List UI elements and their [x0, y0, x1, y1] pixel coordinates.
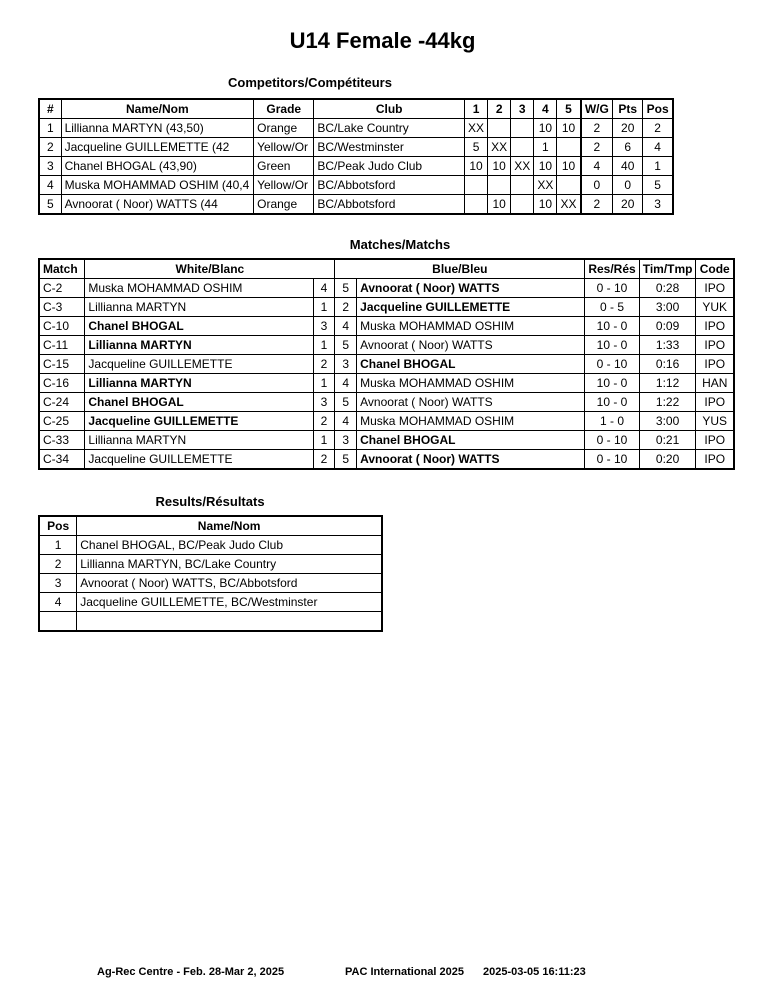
result-cell: 0 - 10: [585, 355, 639, 374]
blue-player-cell: Avnoorat ( Noor) WATTS: [357, 279, 585, 298]
white-player-cell: Muska MOHAMMAD OSHIM: [85, 279, 313, 298]
time-cell: 0:28: [639, 279, 696, 298]
matches-col-header: Blue/Bleu: [335, 259, 585, 279]
blue-number-cell: 3: [335, 431, 357, 450]
white-player-cell: Jacqueline GUILLEMETTE: [85, 450, 313, 470]
result-name-cell: Avnoorat ( Noor) WATTS, BC/Abbotsford: [77, 574, 382, 593]
white-player-cell: Lillianna MARTYN: [85, 374, 313, 393]
match-id-cell: C-34: [39, 450, 85, 470]
result-cell: 0 - 10: [585, 279, 639, 298]
white-number-cell: 4: [313, 279, 335, 298]
match-id-cell: C-24: [39, 393, 85, 412]
competitor-name-cell: Lillianna MARTYN (43,50): [61, 119, 254, 138]
blue-player-cell: Avnoorat ( Noor) WATTS: [357, 393, 585, 412]
competitor-pos-cell: 5: [643, 176, 673, 195]
competitor-club-cell: BC/Lake Country: [314, 119, 465, 138]
code-cell: YUK: [696, 298, 734, 317]
competitors-col-header: #: [39, 99, 61, 119]
matches-col-header: White/Blanc: [85, 259, 335, 279]
competitors-col-header: Club: [314, 99, 465, 119]
competitor-num-cell: 1: [39, 119, 61, 138]
result-name-cell: [77, 612, 382, 632]
white-player-cell: Lillianna MARTYN: [85, 336, 313, 355]
competitor-s2-cell: [488, 119, 511, 138]
competitor-pts-cell: 6: [613, 138, 643, 157]
match-id-cell: C-15: [39, 355, 85, 374]
white-number-cell: 1: [313, 336, 335, 355]
result-row: [39, 555, 382, 574]
match-row: [39, 355, 734, 374]
code-cell: IPO: [696, 317, 734, 336]
footer-venue: Ag-Rec Centre - Feb. 28-Mar 2, 2025: [97, 966, 285, 978]
competitor-wg-cell: 2: [581, 195, 613, 215]
match-row: [39, 374, 734, 393]
competitor-s5-cell: 10: [557, 119, 581, 138]
competitor-s2-cell: XX: [488, 138, 511, 157]
time-cell: 1:12: [639, 374, 696, 393]
result-pos-cell: 1: [39, 536, 77, 555]
competitor-name-cell: Avnoorat ( Noor) WATTS (44: [61, 195, 254, 215]
competitors-col-header: Pts: [613, 99, 643, 119]
result-pos-cell: 3: [39, 574, 77, 593]
competitor-pts-cell: 20: [613, 119, 643, 138]
blue-number-cell: 5: [335, 279, 357, 298]
white-number-cell: 2: [313, 355, 335, 374]
match-row: [39, 393, 734, 412]
competitor-pos-cell: 2: [643, 119, 673, 138]
competitor-pts-cell: 40: [613, 157, 643, 176]
competitor-wg-cell: 2: [581, 119, 613, 138]
blue-number-cell: 2: [335, 298, 357, 317]
white-number-cell: 2: [313, 450, 335, 470]
competitor-s4-cell: 1: [534, 138, 557, 157]
blue-number-cell: 4: [335, 317, 357, 336]
competitor-name-cell: Jacqueline GUILLEMETTE (42: [61, 138, 254, 157]
competitor-row: [39, 157, 673, 176]
competitor-row: [39, 138, 673, 157]
competitors-col-header: 5: [557, 99, 581, 119]
white-number-cell: 1: [313, 298, 335, 317]
blue-number-cell: 5: [335, 450, 357, 470]
code-cell: IPO: [696, 355, 734, 374]
competitor-name-cell: Muska MOHAMMAD OSHIM (40,4: [61, 176, 254, 195]
competitor-s4-cell: XX: [534, 176, 557, 195]
competitor-grade-cell: Orange: [254, 119, 314, 138]
footer-event: PAC International 2025: [345, 966, 464, 978]
competitor-s1-cell: XX: [465, 119, 488, 138]
result-cell: 0 - 10: [585, 431, 639, 450]
blue-player-cell: Jacqueline GUILLEMETTE: [357, 298, 585, 317]
result-cell: 10 - 0: [585, 393, 639, 412]
competitors-heading: Competitors/Compétiteurs: [228, 75, 392, 90]
white-player-cell: Jacqueline GUILLEMETTE: [85, 412, 313, 431]
code-cell: YUS: [696, 412, 734, 431]
blue-player-cell: Avnoorat ( Noor) WATTS: [357, 336, 585, 355]
competitor-s2-cell: 10: [488, 157, 511, 176]
matches-col-header: Code: [696, 259, 734, 279]
white-number-cell: 1: [313, 374, 335, 393]
code-cell: IPO: [696, 336, 734, 355]
competitors-col-header: 2: [488, 99, 511, 119]
match-id-cell: C-3: [39, 298, 85, 317]
match-row: [39, 336, 734, 355]
results-header-row: [39, 516, 382, 536]
competitor-s3-cell: [511, 176, 534, 195]
white-number-cell: 2: [313, 412, 335, 431]
competitor-pts-cell: 0: [613, 176, 643, 195]
competitor-s1-cell: [465, 176, 488, 195]
competitor-wg-cell: 4: [581, 157, 613, 176]
result-row: [39, 574, 382, 593]
time-cell: 3:00: [639, 298, 696, 317]
competitors-col-header: 1: [465, 99, 488, 119]
blue-player-cell: Muska MOHAMMAD OSHIM: [357, 412, 585, 431]
white-number-cell: 3: [313, 317, 335, 336]
white-player-cell: Jacqueline GUILLEMETTE: [85, 355, 313, 374]
blue-player-cell: Muska MOHAMMAD OSHIM: [357, 317, 585, 336]
matches-col-header: Tim/Tmp: [639, 259, 696, 279]
time-cell: 0:09: [639, 317, 696, 336]
competitor-num-cell: 5: [39, 195, 61, 215]
result-cell: 0 - 10: [585, 450, 639, 470]
competitor-pts-cell: 20: [613, 195, 643, 215]
blue-number-cell: 4: [335, 374, 357, 393]
results-heading: Results/Résultats: [155, 494, 265, 509]
competitor-s3-cell: [511, 195, 534, 215]
matches-col-header: Res/Rés: [585, 259, 639, 279]
competitor-wg-cell: 2: [581, 138, 613, 157]
competitor-name-cell: Chanel BHOGAL (43,90): [61, 157, 254, 176]
match-row: [39, 412, 734, 431]
competitor-club-cell: BC/Westminster: [314, 138, 465, 157]
result-pos-cell: 2: [39, 555, 77, 574]
result-row: [39, 593, 382, 612]
competitor-club-cell: BC/Abbotsford: [314, 176, 465, 195]
competitor-s1-cell: 10: [465, 157, 488, 176]
matches-header-row: [39, 259, 734, 279]
competitor-pos-cell: 3: [643, 195, 673, 215]
results-col-header: Pos: [39, 516, 77, 536]
competitors-col-header: Pos: [643, 99, 673, 119]
time-cell: 3:00: [639, 412, 696, 431]
code-cell: IPO: [696, 279, 734, 298]
competitor-num-cell: 3: [39, 157, 61, 176]
competitor-club-cell: BC/Abbotsford: [314, 195, 465, 215]
blue-number-cell: 5: [335, 336, 357, 355]
result-cell: 0 - 5: [585, 298, 639, 317]
competitor-row: [39, 176, 673, 195]
competitors-col-header: 4: [534, 99, 557, 119]
results-table: [38, 515, 383, 632]
match-row: [39, 279, 734, 298]
result-cell: 10 - 0: [585, 374, 639, 393]
white-player-cell: Chanel BHOGAL: [85, 393, 313, 412]
time-cell: 1:22: [639, 393, 696, 412]
result-row: [39, 612, 382, 632]
white-player-cell: Chanel BHOGAL: [85, 317, 313, 336]
competitor-s4-cell: 10: [534, 195, 557, 215]
match-row: [39, 450, 734, 470]
competitor-s4-cell: 10: [534, 119, 557, 138]
competitors-table: [38, 98, 674, 215]
competitor-grade-cell: Green: [254, 157, 314, 176]
time-cell: 0:16: [639, 355, 696, 374]
result-cell: 1 - 0: [585, 412, 639, 431]
competitor-s4-cell: 10: [534, 157, 557, 176]
competitor-pos-cell: 1: [643, 157, 673, 176]
result-name-cell: Chanel BHOGAL, BC/Peak Judo Club: [77, 536, 382, 555]
competitor-grade-cell: Yellow/Or: [254, 138, 314, 157]
competitor-grade-cell: Orange: [254, 195, 314, 215]
match-row: [39, 298, 734, 317]
competitor-row: [39, 195, 673, 215]
time-cell: 1:33: [639, 336, 696, 355]
results-col-header: Name/Nom: [77, 516, 382, 536]
code-cell: IPO: [696, 450, 734, 470]
competitor-s3-cell: XX: [511, 157, 534, 176]
matches-table: [38, 258, 735, 470]
blue-number-cell: 3: [335, 355, 357, 374]
competitors-col-header: W/G: [581, 99, 613, 119]
result-pos-cell: [39, 612, 77, 632]
competitor-grade-cell: Yellow/Or: [254, 176, 314, 195]
competitor-s5-cell: [557, 138, 581, 157]
competitor-s2-cell: [488, 176, 511, 195]
match-id-cell: C-33: [39, 431, 85, 450]
match-id-cell: C-11: [39, 336, 85, 355]
blue-player-cell: Chanel BHOGAL: [357, 431, 585, 450]
white-number-cell: 3: [313, 393, 335, 412]
match-id-cell: C-10: [39, 317, 85, 336]
competitor-s5-cell: XX: [557, 195, 581, 215]
competitor-club-cell: BC/Peak Judo Club: [314, 157, 465, 176]
time-cell: 0:20: [639, 450, 696, 470]
result-name-cell: Lillianna MARTYN, BC/Lake Country: [77, 555, 382, 574]
result-row: [39, 536, 382, 555]
blue-number-cell: 4: [335, 412, 357, 431]
blue-player-cell: Chanel BHOGAL: [357, 355, 585, 374]
code-cell: IPO: [696, 393, 734, 412]
code-cell: IPO: [696, 431, 734, 450]
white-number-cell: 1: [313, 431, 335, 450]
code-cell: HAN: [696, 374, 734, 393]
competitors-col-header: Name/Nom: [61, 99, 254, 119]
match-id-cell: C-25: [39, 412, 85, 431]
white-player-cell: Lillianna MARTYN: [85, 431, 313, 450]
matches-heading: Matches/Matchs: [349, 237, 451, 252]
match-id-cell: C-16: [39, 374, 85, 393]
result-cell: 10 - 0: [585, 317, 639, 336]
competitors-header-row: [39, 99, 673, 119]
competitor-s2-cell: 10: [488, 195, 511, 215]
blue-player-cell: Muska MOHAMMAD OSHIM: [357, 374, 585, 393]
competitor-s1-cell: [465, 195, 488, 215]
blue-number-cell: 5: [335, 393, 357, 412]
matches-col-header: Match: [39, 259, 85, 279]
match-row: [39, 317, 734, 336]
white-player-cell: Lillianna MARTYN: [85, 298, 313, 317]
competitor-num-cell: 4: [39, 176, 61, 195]
competitors-col-header: 3: [511, 99, 534, 119]
competitor-num-cell: 2: [39, 138, 61, 157]
result-cell: 10 - 0: [585, 336, 639, 355]
competitors-col-header: Grade: [254, 99, 314, 119]
match-row: [39, 431, 734, 450]
competitor-row: [39, 119, 673, 138]
blue-player-cell: Avnoorat ( Noor) WATTS: [357, 450, 585, 470]
competitor-s3-cell: [511, 119, 534, 138]
result-pos-cell: 4: [39, 593, 77, 612]
footer-timestamp: 2025-03-05 16:11:23: [483, 966, 586, 978]
competitor-s1-cell: 5: [465, 138, 488, 157]
match-id-cell: C-2: [39, 279, 85, 298]
competitor-pos-cell: 4: [643, 138, 673, 157]
competitor-s3-cell: [511, 138, 534, 157]
time-cell: 0:21: [639, 431, 696, 450]
competitor-s5-cell: 10: [557, 157, 581, 176]
result-name-cell: Jacqueline GUILLEMETTE, BC/Westminster: [77, 593, 382, 612]
competitor-s5-cell: [557, 176, 581, 195]
page-title: U14 Female -44kg: [289, 28, 476, 53]
competitor-wg-cell: 0: [581, 176, 613, 195]
